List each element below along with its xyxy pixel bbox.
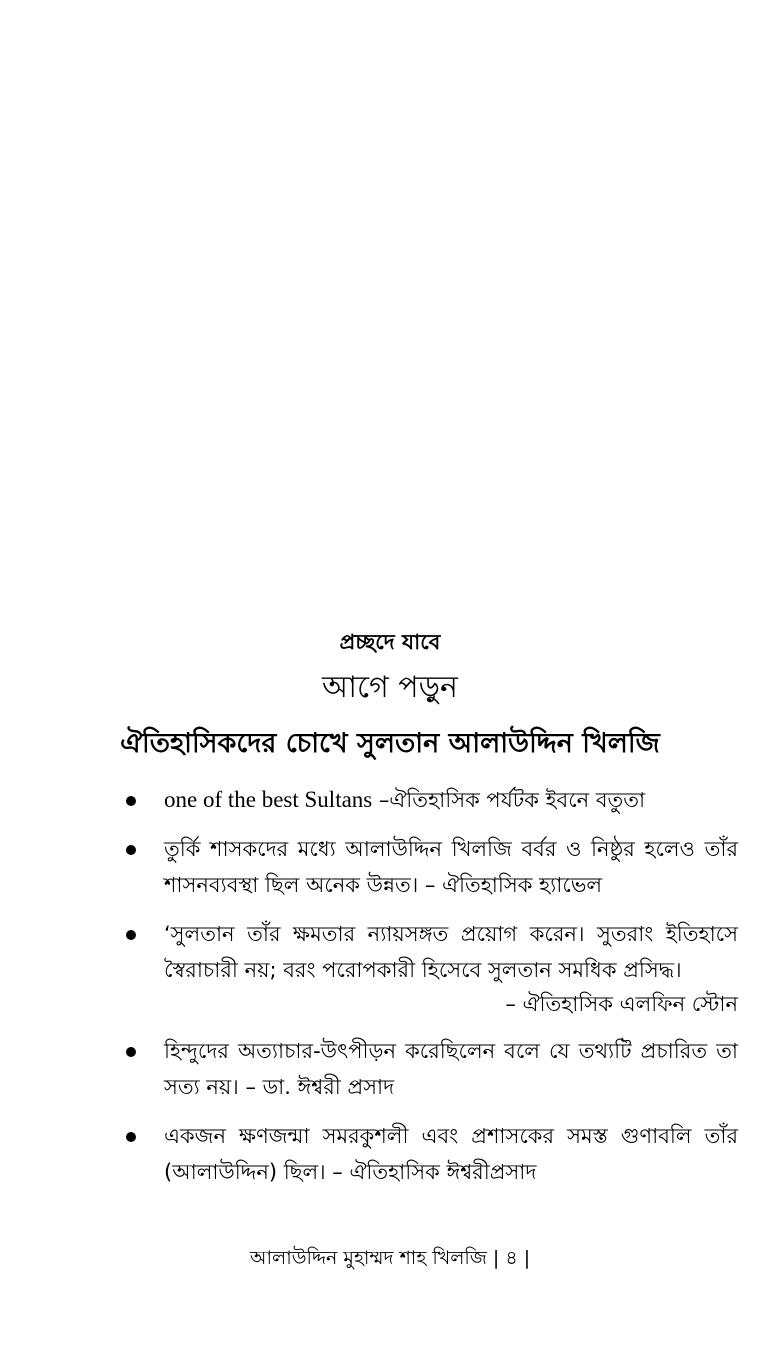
bullet-icon bbox=[126, 1132, 136, 1142]
quote-item bbox=[126, 1033, 738, 1105]
bullet-icon bbox=[126, 796, 136, 806]
quote-english-text: one of the best Sultans bbox=[164, 787, 373, 812]
quote-text: হিন্দুদের অত্যাচার-উৎপীড়ন করেছিলেন বলে যে তথ্যটি প্রচারিত তা সত্য নয়। – ডা. ঈশ্বরী প্রসাদ bbox=[164, 1039, 738, 1099]
bullet-icon bbox=[126, 930, 136, 940]
cover-note: প্রচ্ছদে যাবে bbox=[339, 630, 441, 654]
page-heading: আগে পড়ুন bbox=[322, 670, 458, 705]
quote-text: তুর্কি শাসকদের মধ্যে আলাউদ্দিন খিলজি বর্বর ও নিষ্ঠুর হলেও তাঁর শাসনব্যবস্থা ছিল অনেক উন্নত। – ঐতিহাসিক হ্যাভেল bbox=[164, 837, 738, 897]
quote-text: –ঐতিহাসিক পর্যটক ইবনে বতুতা bbox=[372, 788, 646, 812]
quote-item bbox=[126, 831, 738, 903]
quote-text: ‘সুলতান তাঁর ক্ষমতার ন্যায়সঙ্গত প্রয়োগ করেন। সুতরাং ইতিহাসে স্বৈরাচারী নয়; বরং পরোপকারী হিসেবে সুলতান সমধিক প্রসিদ্ধ। bbox=[164, 922, 738, 982]
page-subheading: ঐতিহাসিকদের চোখে সুলতান আলাউদ্দিন খিলজি bbox=[120, 728, 660, 759]
quote-text: একজন ক্ষণজন্মা সমরকুশলী এবং প্রশাসকের সমস্ত গুণাবলি তাঁর (আলাউদ্দিন) ছিল। – ঐতিহাসিক ঈশ্বরীপ্রসাদ bbox=[164, 1124, 738, 1184]
quote-attribution: – ঐতিহাসিক এলফিন স্টোন bbox=[505, 992, 738, 1016]
quote-item bbox=[126, 1118, 738, 1190]
bullet-icon bbox=[126, 1047, 136, 1057]
quotes-list bbox=[126, 782, 738, 1190]
bullet-icon bbox=[126, 845, 136, 855]
quote-item bbox=[126, 782, 738, 818]
quote-item bbox=[126, 916, 738, 1020]
page-footer: আলাউদ্দিন মুহাম্মদ শাহ খিলজি | ৪ | bbox=[249, 1247, 531, 1269]
